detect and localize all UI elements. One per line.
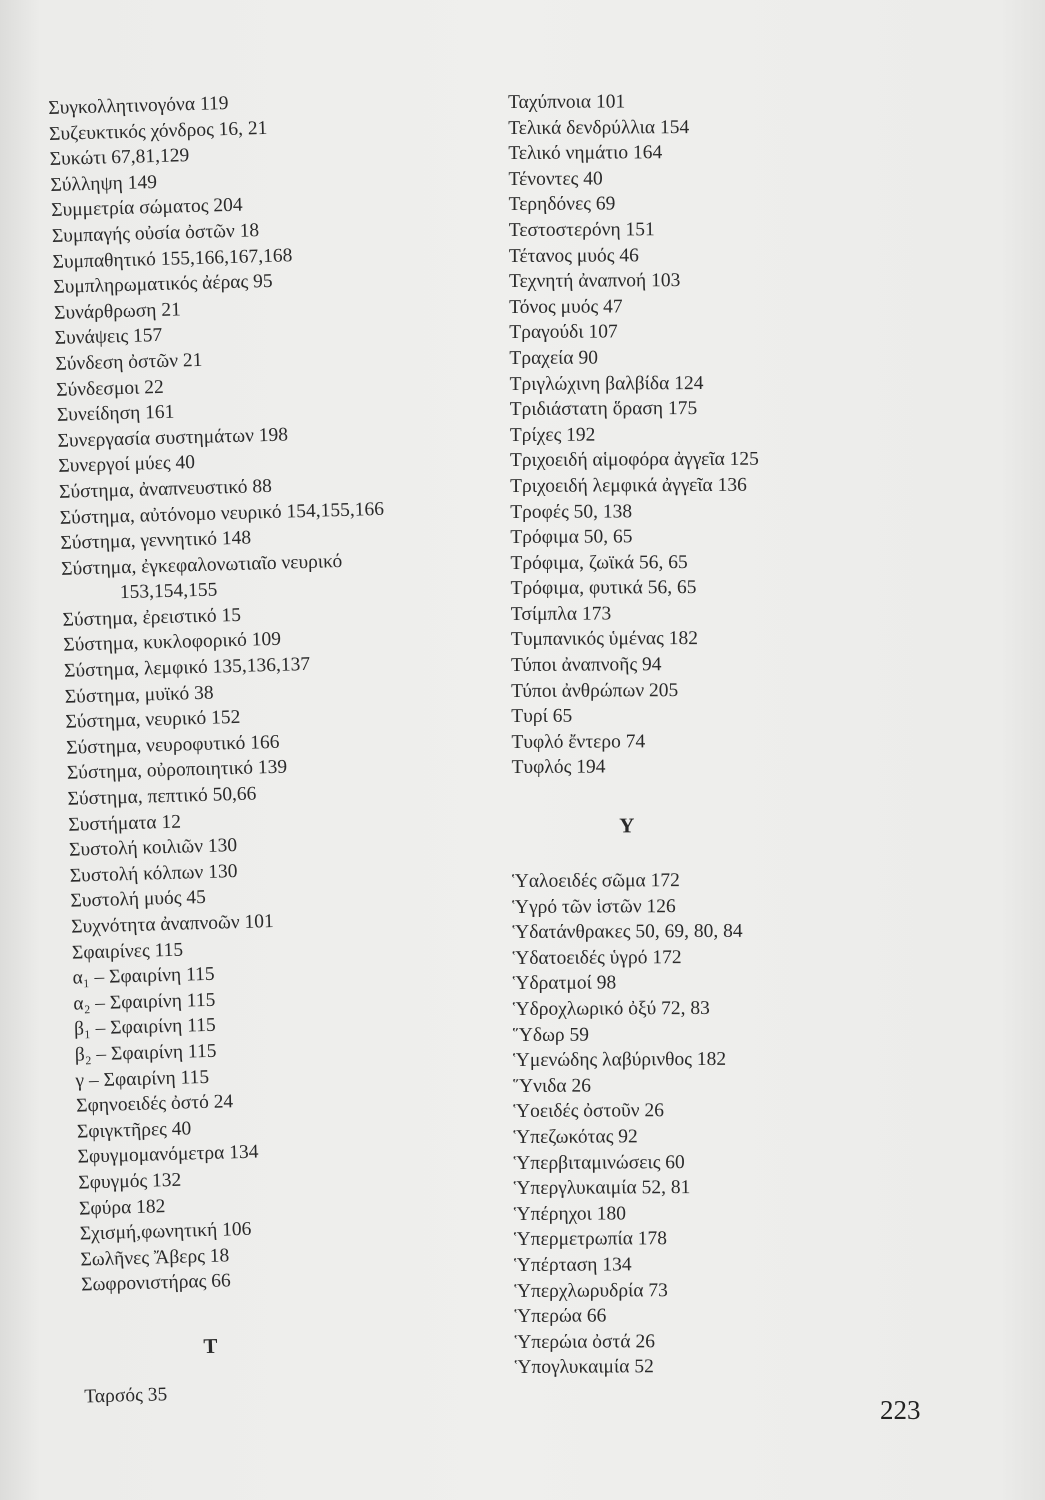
index-entry: Σύστημα, ἀναπνευστικό 88 [58, 475, 273, 503]
index-entry: Ὑπερχλωρυδρία 73 [514, 1279, 668, 1302]
index-entry: Σύστημα, πεπτικό 50,66 [67, 783, 257, 810]
index-entry: Συζευκτικός χόνδρος 16, 21 [48, 117, 268, 145]
index-entry: Τσίμπλα 173 [510, 603, 612, 625]
index-entry: Τόνος μυός 47 [509, 296, 623, 318]
index-entry: Σύνδεσμοι 22 [55, 376, 165, 401]
index-entry: Συνάψεις 157 [54, 325, 163, 350]
index-column-left [48, 84, 525, 1410]
index-entry: Ὑπερώα 66 [514, 1305, 607, 1328]
index-entry: Συμμετρία σώματος 204 [50, 194, 243, 222]
index-entry: Σφυγμός 132 [78, 1169, 182, 1194]
index-entry: Ταχύπνοια 101 [508, 91, 626, 113]
index-entry: β₂ – Σφαιρίνη 115 [74, 1040, 217, 1066]
index-entry: Ὑπέρταση 134 [514, 1254, 632, 1276]
index-entry: Σωφρονιστήρας 66 [80, 1270, 232, 1296]
index-entry: Τροφές 50, 138 [510, 500, 633, 523]
index-entry: Ὑδατάνθρακες 50, 69, 80, 84 [512, 921, 743, 944]
index-entry: Συμπαθητικό 155,166,167,168 [52, 244, 293, 273]
index-entry: Σύστημα, νευροφυτικό 166 [65, 731, 280, 759]
index-entry: Ὑπέρηχοι 180 [513, 1203, 627, 1225]
letter-heading-upsilon: Υ [619, 813, 635, 838]
index-entry: Σφυγμομανόμετρα 134 [77, 1141, 259, 1168]
index-entry: Ὑαλοειδές σῶμα 172 [512, 870, 680, 893]
index-entry: Τεχνητή ἀναπνοή 103 [508, 270, 681, 293]
index-entry: Σύστημα, γεννητικό 148 [60, 527, 252, 554]
index-entry: Συνεργασία συστημάτων 198 [57, 424, 289, 452]
index-entry: Τριδιάστατη ὅραση 175 [509, 398, 698, 421]
index-entry: Ὑπεζωκότας 92 [513, 1126, 638, 1148]
index-entry: β₁ – Σφαιρίνη 115 [73, 1015, 217, 1041]
index-entry: Σφηνοειδές ὀστό 24 [75, 1091, 234, 1117]
index-entry: Συμπληρωματικός ἀέρας 95 [53, 270, 273, 299]
index-entry: Σύστημα, αὐτόνομο νευρικό 154,155,166 [59, 498, 385, 529]
index-entry: Τένοντες 40 [508, 168, 603, 190]
index-entry: Τρόφιμα, φυτικά 56, 65 [510, 577, 697, 600]
letter-heading-tau: Τ [203, 1333, 218, 1359]
index-entry: Σύνδεση ὀστῶν 21 [55, 349, 203, 375]
index-entry: Τρόφιμα 50, 65 [510, 526, 633, 549]
index-entry: Τριχοειδή αἱμοφόρα ἀγγεῖα 125 [509, 449, 759, 472]
index-entry: Τυρί 65 [511, 705, 573, 728]
index-entry: Ὑδατοειδές ὑγρό 172 [512, 946, 682, 969]
entries-sigma [48, 84, 521, 1299]
entries-tau-right [508, 88, 952, 781]
index-entry: Σύστημα, ἐγκεφαλονωτιαῖο νευρικό [60, 550, 343, 580]
index-entry: Ὑοειδές ὀστοῦν 26 [513, 1100, 665, 1123]
index-entry: Τερηδόνες 69 [508, 193, 616, 216]
index-entry: Συχνότητα ἀναπνοῶν 101 [70, 911, 275, 938]
entries-upsilon [512, 867, 955, 1381]
index-entry: Ὑπερώια ὀστά 26 [514, 1330, 656, 1353]
index-entry: Σωλῆνες Ἄβερς 18 [80, 1245, 230, 1271]
index-entry: Τελικά δενδρύλλια 154 [508, 116, 690, 139]
index-entry: Τυφλός 194 [511, 756, 606, 779]
entries-tau-left [84, 1372, 525, 1410]
index-entry: Τύποι ἀνθρώπων 205 [511, 679, 679, 702]
index-entry: Τυμπανικός ὑμένας 182 [510, 628, 699, 651]
index-entry: 153,154,155 [119, 579, 218, 604]
index-entry: Ὑδρατμοί 98 [512, 972, 617, 995]
index-entry: γ – Σφαιρίνη 115 [75, 1066, 210, 1092]
index-entry: Τύποι ἀναπνοῆς 94 [510, 654, 662, 677]
index-entry: Ταρσός 35 [84, 1384, 168, 1408]
index-entry: Ὑμενώδης λαβύρινθος 182 [513, 1049, 727, 1072]
index-entry: Σχισμή,φωνητική 106 [79, 1218, 252, 1245]
index-entry: Τραχεία 90 [509, 347, 599, 369]
index-entry: Σύλληψη 149 [50, 171, 158, 196]
index-entry: Συνεργοί μύες 40 [58, 452, 196, 478]
index-entry: Τελικό νημάτιο 164 [508, 142, 663, 165]
index-entry: Σύστημα, κυκλοφορικό 109 [63, 629, 282, 657]
index-entry: Συμπαγής οὐσία ὀστῶν 18 [51, 220, 260, 247]
index-entry: Τριχοειδή λεμφικά ἀγγεῖα 136 [510, 474, 747, 497]
index-entry: α₁ – Σφαιρίνη 115 [72, 963, 215, 989]
index-entry: Συνείδηση 161 [56, 401, 175, 426]
index-entry: Ὑδροχλωρικό ὀξύ 72, 83 [512, 997, 710, 1020]
index-entry: Τέτανος μυός 46 [508, 244, 639, 267]
index-entry: Σφαιρίνες 115 [71, 939, 184, 964]
index-entry: Ὕδωρ 59 [512, 1024, 590, 1046]
index-column-right [508, 88, 955, 1381]
index-entry: Τρόφιμα, ζωϊκά 56, 65 [510, 551, 688, 574]
index-entry: Συγκολλητινογόνα 119 [48, 92, 229, 119]
index-entry: Συκώτι 67,81,129 [49, 145, 190, 171]
index-entry: Τρίχες 192 [509, 424, 596, 446]
index-entry: Σφιγκτῆρες 40 [76, 1118, 192, 1143]
index-entry: Ὑπεργλυκαιμία 52, 81 [513, 1177, 691, 1200]
index-entry: Ὑπερμετρωπία 178 [513, 1228, 668, 1251]
index-entry: Ὕνιδα 26 [513, 1075, 592, 1097]
index-entry: Τεστοστερόνη 151 [508, 219, 655, 241]
index-entry: Συνάρθρωση 21 [53, 299, 182, 324]
index-entry: Σύστημα, μυϊκό 38 [64, 682, 214, 708]
index-entry: Συστήματα 12 [68, 811, 182, 836]
index-entry: Σφύρα 182 [78, 1195, 166, 1220]
index-entry: Συστολή κοιλιῶν 130 [68, 835, 238, 861]
index-entry: Σύστημα, νευρικό 152 [65, 707, 241, 734]
index-entry: Συστολή κόλπων 130 [69, 860, 238, 887]
index-entry: Ὑπερβιταμινώσεις 60 [513, 1151, 685, 1174]
index-entry: Ὑπογλυκαιμία 52 [514, 1356, 654, 1379]
index-entry: Σύστημα, λεμφικό 135,136,137 [63, 653, 311, 682]
index-entry: Σύστημα, ἐρειστικό 15 [62, 604, 242, 631]
index-entry: α₂ – Σφαιρίνη 115 [73, 989, 216, 1015]
page-number: 223 [880, 1395, 921, 1425]
index-entry: Συστολή μυός 45 [70, 887, 207, 913]
index-entry: Τραγούδι 107 [509, 321, 618, 344]
index-entry: Τριγλώχινη βαλβίδα 124 [509, 372, 704, 395]
index-entry: Ὑγρό τῶν ἱστῶν 126 [512, 895, 676, 918]
index-entry: Τυφλό ἔντερο 74 [511, 731, 646, 753]
index-entry: Σύστημα, οὐροποιητικό 139 [66, 757, 288, 785]
